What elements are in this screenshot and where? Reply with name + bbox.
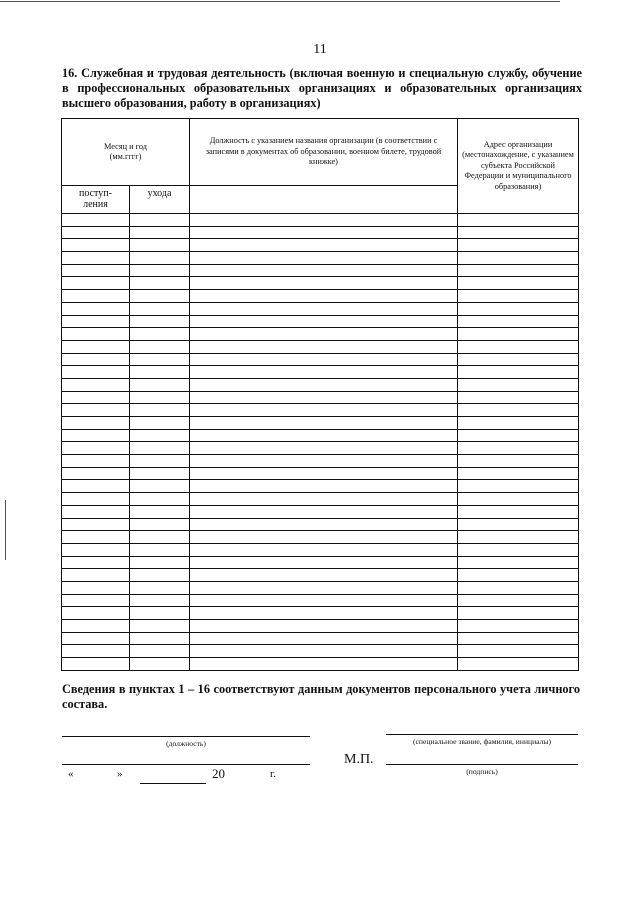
table-cell [190, 239, 458, 252]
table-cell [458, 404, 579, 417]
table-row [62, 620, 579, 633]
table-cell [62, 569, 130, 582]
table-cell [190, 378, 458, 391]
table-cell [458, 505, 579, 518]
table-cell [62, 658, 130, 671]
table-cell [458, 378, 579, 391]
rank-caption: (специальное звание, фамилия, инициалы) [412, 737, 551, 746]
table-cell [62, 531, 130, 544]
table-cell [458, 531, 579, 544]
table-cell [62, 404, 130, 417]
table-row [62, 214, 579, 227]
table-cell [190, 366, 458, 379]
table-cell [130, 264, 190, 277]
table-cell [130, 290, 190, 303]
table-cell [190, 620, 458, 633]
table-cell [458, 594, 579, 607]
table-row [62, 505, 579, 518]
table-cell [190, 404, 458, 417]
date-open-quote: « [68, 768, 74, 780]
table-cell [458, 493, 579, 506]
table-cell [458, 391, 579, 404]
table-cell [130, 366, 190, 379]
table-cell [190, 455, 458, 468]
table-cell [458, 315, 579, 328]
table-cell [130, 378, 190, 391]
table-row [62, 543, 579, 556]
position-caption: (должность) [166, 739, 206, 748]
table-row [62, 302, 579, 315]
table-cell [130, 607, 190, 620]
table-row [62, 556, 579, 569]
rank-line [386, 734, 578, 735]
table-cell [62, 493, 130, 506]
table-cell [130, 467, 190, 480]
table-cell [62, 518, 130, 531]
table-cell [458, 467, 579, 480]
table-cell [458, 252, 579, 265]
table-row [62, 404, 579, 417]
table-cell [62, 302, 130, 315]
table-cell [458, 353, 579, 366]
table-cell [190, 277, 458, 290]
table-cell [458, 658, 579, 671]
table-cell [62, 455, 130, 468]
departure-header: ухода [130, 186, 190, 214]
table-cell [130, 569, 190, 582]
table-row [62, 353, 579, 366]
employment-history-table [61, 118, 579, 671]
table-cell [130, 543, 190, 556]
table-cell [62, 417, 130, 430]
table-row [62, 429, 579, 442]
table-cell [130, 226, 190, 239]
table-cell [130, 493, 190, 506]
page-number: 11 [313, 42, 327, 57]
table-cell [62, 620, 130, 633]
signature-caption: (подпись) [466, 767, 498, 776]
table-cell [62, 607, 130, 620]
table-row [62, 467, 579, 480]
table-cell [130, 429, 190, 442]
table-row [62, 645, 579, 658]
table-cell [130, 556, 190, 569]
table-cell [130, 531, 190, 544]
table-row [62, 417, 579, 430]
table-cell [458, 581, 579, 594]
table-row [62, 328, 579, 341]
table-cell [130, 581, 190, 594]
scan-edge-mark [5, 500, 6, 560]
table-cell [190, 493, 458, 506]
table-cell [62, 277, 130, 290]
date-close-quote: » [117, 768, 123, 780]
table-row [62, 264, 579, 277]
table-cell [130, 340, 190, 353]
table-cell [190, 226, 458, 239]
table-cell [190, 518, 458, 531]
table-cell [458, 417, 579, 430]
table-cell [190, 594, 458, 607]
table-cell [62, 480, 130, 493]
stamp-label: М.П. [344, 752, 374, 767]
table-cell [62, 353, 130, 366]
table-cell [62, 429, 130, 442]
table-row [62, 518, 579, 531]
table-cell [190, 607, 458, 620]
table-cell [190, 252, 458, 265]
table-cell [458, 620, 579, 633]
table-cell [130, 328, 190, 341]
table-cell [190, 328, 458, 341]
table-cell [62, 581, 130, 594]
table-row [62, 277, 579, 290]
year-prefix: 20 [212, 766, 225, 781]
table-row [62, 531, 579, 544]
table-cell [458, 480, 579, 493]
table-cell [190, 569, 458, 582]
table-cell [190, 543, 458, 556]
table-cell [130, 455, 190, 468]
table-cell [190, 391, 458, 404]
table-cell [130, 505, 190, 518]
table-cell [458, 429, 579, 442]
table-cell [130, 214, 190, 227]
table-cell [458, 302, 579, 315]
table-cell [130, 404, 190, 417]
table-cell [458, 543, 579, 556]
table-row [62, 315, 579, 328]
table-cell [190, 340, 458, 353]
table-cell [190, 505, 458, 518]
table-cell [62, 378, 130, 391]
table-cell [190, 429, 458, 442]
table-cell [190, 290, 458, 303]
table-row [62, 290, 579, 303]
table-cell [458, 607, 579, 620]
footer-statement: Сведения в пунктах 1 – 16 соответствуют данным документов персонального учета личного состава. [62, 682, 580, 711]
table-row [62, 607, 579, 620]
table-cell [458, 239, 579, 252]
table-row [62, 455, 579, 468]
table-cell [62, 340, 130, 353]
table-row [62, 658, 579, 671]
admission-header: поступ-ления [62, 186, 130, 214]
table-cell [62, 645, 130, 658]
table-cell [190, 302, 458, 315]
table-cell [130, 620, 190, 633]
table-cell [62, 442, 130, 455]
table-cell [190, 531, 458, 544]
table-cell [190, 480, 458, 493]
table-cell [190, 658, 458, 671]
table-cell [458, 214, 579, 227]
table-cell [458, 226, 579, 239]
table-cell [62, 366, 130, 379]
table-row [62, 442, 579, 455]
table-cell [62, 556, 130, 569]
table-cell [130, 417, 190, 430]
table-cell [190, 632, 458, 645]
table-cell [62, 505, 130, 518]
table-cell [130, 239, 190, 252]
table-row [62, 581, 579, 594]
table-cell [130, 315, 190, 328]
table-cell [458, 645, 579, 658]
name-line [62, 764, 310, 765]
table-body [62, 214, 579, 671]
table-cell [458, 277, 579, 290]
table-cell [62, 467, 130, 480]
table-row [62, 239, 579, 252]
table-cell [130, 645, 190, 658]
table-cell [458, 518, 579, 531]
table-cell [190, 264, 458, 277]
table-cell [62, 594, 130, 607]
table-cell [190, 417, 458, 430]
table-cell [62, 315, 130, 328]
table-cell [458, 556, 579, 569]
table-cell [190, 645, 458, 658]
address-header: Адрес организации (местонахождение, с указанием субъекта Российской Федерации и муниципального образования) [458, 119, 579, 214]
date-month-line [140, 783, 206, 784]
table-row [62, 493, 579, 506]
table-cell [190, 581, 458, 594]
table-cell [190, 556, 458, 569]
table-cell [130, 277, 190, 290]
table-cell [62, 226, 130, 239]
table-cell [458, 264, 579, 277]
table-cell [62, 214, 130, 227]
table-cell [458, 455, 579, 468]
table-row [62, 480, 579, 493]
table-cell [62, 543, 130, 556]
table-cell [190, 315, 458, 328]
table-row [62, 226, 579, 239]
table-row [62, 378, 579, 391]
scan-edge-line [0, 1, 560, 2]
table-cell [458, 340, 579, 353]
table-cell [458, 290, 579, 303]
table-cell [62, 391, 130, 404]
table-cell [62, 264, 130, 277]
table-cell [130, 594, 190, 607]
table-cell [458, 366, 579, 379]
table-cell [130, 442, 190, 455]
table-cell [458, 632, 579, 645]
table-row [62, 366, 579, 379]
table-cell [62, 290, 130, 303]
month-year-header: Месяц и год (мм.гггг) [62, 119, 190, 186]
table-cell [190, 467, 458, 480]
table-cell [190, 214, 458, 227]
table-cell [130, 353, 190, 366]
table-row [62, 252, 579, 265]
table-cell [130, 391, 190, 404]
table-row [62, 594, 579, 607]
position-line [62, 736, 310, 737]
table-cell [458, 442, 579, 455]
table-row [62, 340, 579, 353]
table-cell [62, 252, 130, 265]
position-header: Должность с указанием названия организации (в соответствии с записями в документах об образовании, военном билете, трудовой книжке) [190, 119, 458, 186]
table-cell [130, 658, 190, 671]
year-suffix: г. [270, 768, 277, 780]
table-row [62, 569, 579, 582]
table-cell [458, 328, 579, 341]
table-cell [190, 442, 458, 455]
table-cell [130, 632, 190, 645]
table-cell [62, 632, 130, 645]
signature-line [386, 764, 578, 765]
table-cell [130, 252, 190, 265]
table-cell [458, 569, 579, 582]
table-cell [130, 518, 190, 531]
table-cell [130, 480, 190, 493]
table-cell [62, 239, 130, 252]
table-cell [62, 328, 130, 341]
position-subheader-cell [190, 186, 458, 214]
table-cell [190, 353, 458, 366]
table-cell [130, 302, 190, 315]
table-row [62, 632, 579, 645]
table-row [62, 391, 579, 404]
section-title: 16. Служебная и трудовая деятельность (включая военную и специальную службу, обучение в профессиональных образовательных организациях и образовательных организациях высшего образования, работу в организациях) [62, 66, 582, 110]
